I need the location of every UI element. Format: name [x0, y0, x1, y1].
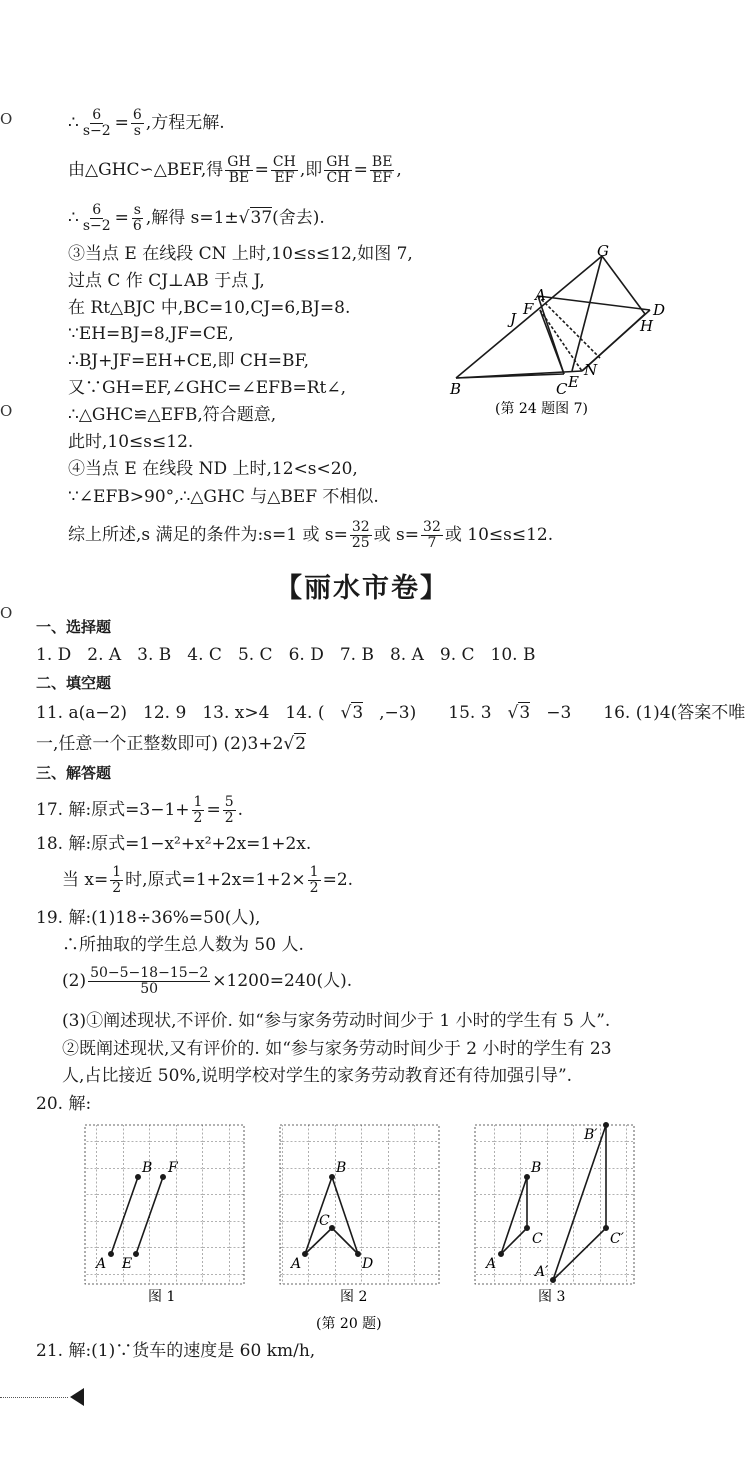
label-C: C — [556, 380, 568, 398]
label-B-prime: B′ — [584, 1127, 598, 1143]
label-B: B — [336, 1160, 347, 1176]
label-E: E — [568, 373, 579, 391]
label-D: D — [362, 1256, 374, 1272]
figure-20 — [70, 1115, 670, 1340]
solution-line: ∴ $\frac{6}{s-2}$ = $\frac{6}{s}$ ,方程无解. — [68, 107, 225, 139]
footer-dotted-line — [0, 1397, 68, 1398]
figure-caption: 图 1 — [148, 1289, 176, 1305]
fill-answers-cont: 一,任意一个正整数即可) (2)3+2√2 — [36, 734, 307, 754]
part-heading: 一、选择题 — [36, 618, 112, 636]
choice-answers: 1. D 2. A 3. B 4. C 5. C 6. D 7. B 8. A 9. C 10. B — [36, 645, 536, 665]
q19-solution: 人,占比接近 50%,说明学校对学生的家务劳动教育还有待加强引导”. — [62, 1066, 573, 1086]
label-J: J — [510, 310, 517, 328]
q18-solution: 18. 解:原式=1−x²+x²+2x=1+2x. — [36, 834, 312, 854]
footer-arrow-icon — [70, 1388, 84, 1406]
solution-line: ∵EH=BJ=8,JF=CE, — [68, 324, 234, 344]
label-N: N — [584, 361, 598, 379]
figure-24-7 — [440, 238, 680, 423]
label-F: F — [523, 300, 534, 318]
solution-line: ③当点 E 在线段 CN 上时,10≤s≤12,如图 7, — [68, 244, 413, 264]
label-E: E — [122, 1256, 133, 1272]
figure-caption: 图 3 — [538, 1289, 566, 1305]
q19-solution: (2) $\frac{50-5-18-15-2}{50}$ ×1200=240(人). — [62, 965, 353, 997]
solution-line: 又∵GH=EF,∠GHC=∠EFB=Rt∠, — [68, 378, 346, 398]
q19-solution: 19. 解:(1)18÷36%=50(人), — [36, 908, 261, 928]
solution-line: 在 Rt△BJC 中,BC=10,CJ=6,BJ=8. — [68, 298, 351, 318]
solution-line: 此时,10≤s≤12. — [68, 432, 194, 452]
margin-mark: O — [0, 604, 13, 622]
solution-line: ∴△GHC≌△EFB,符合题意, — [68, 405, 277, 425]
solution-line: ∴BJ+JF=EH+CE,即 CH=BF, — [68, 351, 310, 371]
figure-caption: (第 24 题图 7) — [495, 401, 588, 417]
solution-line: 过点 C 作 CJ⊥AB 于点 J, — [68, 271, 265, 291]
label-H: H — [640, 317, 654, 335]
q20-heading: 20. 解: — [36, 1094, 92, 1114]
label-C: C — [319, 1213, 330, 1229]
q17-solution: 17. 解:原式=3−1+ $\frac{1}{2}$ = $\frac{5}{2}$ . — [36, 794, 244, 826]
q19-solution: (3)①阐述现状,不评价. 如“参与家务劳动时间少于 1 小时的学生有 5 人”. — [62, 1011, 611, 1031]
margin-mark: O — [0, 402, 13, 420]
label-A: A — [291, 1256, 302, 1272]
q18-solution: 当 x= $\frac{1}{2}$ 时,原式=1+2x=1+2× $\frac{1}{2}$ =2. — [62, 864, 354, 896]
part-heading: 二、填空题 — [36, 674, 112, 692]
solution-line: 由△GHC∽△BEF,得 $\frac{GH}{BE}$ = $\frac{CH}{EF}$ ,即 $\frac{GH}{CH}$ = $\frac{BE}{EF}$ , — [68, 154, 402, 186]
label-B: B — [531, 1160, 542, 1176]
label-A-prime: A′ — [535, 1264, 549, 1280]
figure-caption: (第 20 题) — [316, 1316, 382, 1332]
label-A: A — [96, 1256, 107, 1272]
label-G: G — [597, 242, 609, 260]
label-C-prime: C′ — [610, 1231, 624, 1247]
label-B: B — [450, 380, 462, 398]
solution-line: ∴ $\frac{6}{s-2}$ = $\frac{s}{6}$ ,解得 s=1±√37(舍去). — [68, 202, 325, 234]
label-C: C — [532, 1231, 543, 1247]
section-title: 【丽水市卷】 — [275, 573, 449, 604]
label-D: D — [653, 301, 666, 319]
label-B: B — [142, 1160, 153, 1176]
solution-line: ④当点 E 在线段 ND 上时,12<s<20, — [68, 459, 358, 479]
q19-solution: ②既阐述现状,又有评价的. 如“参与家务劳动时间少于 2 小时的学生有 23 — [62, 1039, 612, 1059]
q19-solution: ∴所抽取的学生总人数为 50 人. — [62, 935, 304, 955]
q21-solution: 21. 解:(1)∵货车的速度是 60 km/h, — [36, 1341, 316, 1361]
figure-caption: 图 2 — [340, 1289, 368, 1305]
label-A: A — [486, 1256, 497, 1272]
label-F: F — [168, 1160, 178, 1176]
part-heading: 三、解答题 — [36, 764, 112, 782]
solution-line: ∵∠EFB>90°,∴△GHC 与△BEF 不相似. — [68, 487, 379, 507]
margin-mark: O — [0, 110, 13, 128]
fill-answers: 11. a(a−2) 12. 9 13. x>4 14. ( √3 ,−3) 15. 3 √3 −3 16. (1)4(答案不唯 — [36, 703, 746, 723]
solution-line: 综上所述,s 满足的条件为:s=1 或 s= $\frac{32}{25}$ 或 s= $\frac{32}{7}$ 或 10≤s≤12. — [68, 519, 554, 551]
label-A: A — [535, 286, 546, 304]
